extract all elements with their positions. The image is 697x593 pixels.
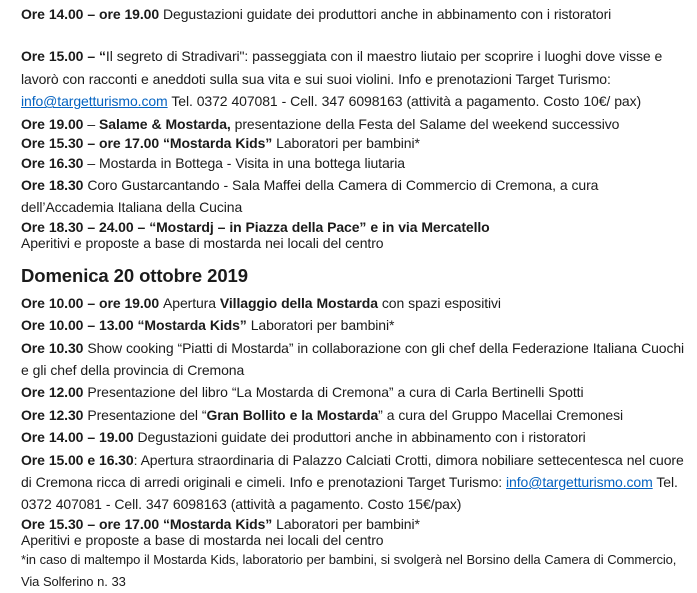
bold-text: Ore 10.00 – 13.00 “Mostarda Kids”: [21, 317, 247, 334]
text: con spazi espositivi: [377, 294, 501, 311]
event-paragraph: [21, 152, 691, 174]
text: : Apertura straordinaria di Palazzo Calciati Crotti, dimora nobiliare settecentesca nel cuore di Cremona ricca di arredi originali e cimeli. Info e prenotazioni Target Turismo:: [21, 451, 684, 490]
text: Laboratori per bambini*: [272, 515, 420, 532]
blank-line: [21, 25, 691, 45]
bold-text: Ore 15.00 – “: [21, 48, 106, 65]
event-paragraph: [21, 292, 691, 314]
text: –: [83, 115, 100, 132]
bold-text: Ore 14.00 – 19.00: [21, 429, 138, 446]
bold-text: Ore 10.30: [21, 339, 84, 356]
event-paragraph: [21, 337, 691, 382]
bold-text: Ore 18.30: [21, 176, 84, 193]
bold-text: Salame & Mostarda,: [99, 115, 231, 132]
bold-text: Ore 15.30 – ore 17.00 “Mostarda Kids”: [21, 135, 273, 152]
event-paragraph: [21, 219, 691, 236]
bold-text: Villaggio della Mostarda: [219, 294, 378, 311]
event-paragraph: [21, 135, 691, 152]
text: Laboratori per bambini*: [246, 317, 395, 334]
text: Tel. 0372 407081 - Cell. 347 6098163 (attività a pagamento. Costo 10€/ pax): [167, 93, 642, 110]
email-link[interactable]: info@targetturismo.com: [21, 93, 168, 110]
event-paragraph: [21, 45, 691, 112]
event-paragraph: [21, 426, 691, 448]
text: Aperitivi e proposte a base di mostarda nei locali del centro: [21, 235, 384, 252]
document-body: [21, 3, 691, 593]
event-paragraph: [21, 3, 691, 25]
footnote: [21, 549, 691, 593]
text: Degustazioni guidate dei produttori anche in abbinamento con i ristoratori: [137, 429, 586, 446]
text: Presentazione del “: [83, 406, 207, 423]
text: Il segreto di Stradivari": passeggiata con il maestro liutaio per scoprire i luoghi dove visse e lavorò con racconti e aneddoti sulla sua vita e sui suoi violini. Info e prenotazioni Target Turismo:: [21, 48, 663, 87]
text: *in caso di maltempo il Mostarda Kids, laboratorio per bambini, si svolgerà nel Borsino della Camera di Commercio, Via Solferino n. 33: [21, 551, 677, 590]
event-paragraph: [21, 235, 691, 252]
event-paragraph: [21, 449, 691, 516]
text: ” a cura del Gruppo Macellai Cremonesi: [378, 406, 624, 423]
bold-text: Ore 14.00 – ore 19.00: [21, 6, 164, 22]
event-paragraph: [21, 113, 691, 135]
bold-text: Ore 15.30 – ore 17.00 “Mostarda Kids”: [21, 515, 273, 532]
bold-text: Ore 18.30 – 24.00 – “Mostardj – in Piazza della Pace” e in via Mercatello: [21, 218, 490, 235]
text: – Mostarda in Bottega - Visita in una bottega liutaria: [83, 154, 405, 171]
event-paragraph: [21, 532, 691, 549]
text: Laboratori per bambini*: [272, 135, 420, 152]
bold-text: Ore 12.00: [21, 384, 84, 401]
event-paragraph: [21, 314, 691, 336]
text: Show cooking “Piatti di Mostarda” in collaborazione con gli chef della Federazione Italiana Cuochi e gli chef della provincia di Cremona: [21, 339, 685, 378]
event-paragraph: [21, 174, 691, 219]
bold-text: Ore 16.30: [21, 154, 84, 171]
text: Aperitivi e proposte a base di mostarda nei locali del centro: [21, 532, 384, 549]
event-paragraph: [21, 516, 691, 533]
text: presentazione della Festa del Salame del weekend successivo: [230, 115, 620, 132]
event-paragraph: [21, 404, 691, 426]
text: Degustazioni guidate dei produttori anche in abbinamento con i ristoratori: [163, 6, 612, 22]
section-heading: Domenica 20 ottobre 2019: [21, 264, 248, 286]
text: Coro Gustarcantando - Sala Maffei della Camera di Commercio di Cremona, a cura dell’Accademia Italiana della Cucina: [21, 176, 599, 216]
bold-text: Ore 15.00 e 16.30: [21, 451, 134, 468]
bold-text: Ore 10.00 – ore 19.00: [21, 294, 164, 311]
text: Presentazione del libro “La Mostarda di Cremona” a cura di Carla Bertinelli Spotti: [83, 384, 584, 401]
bold-text: Ore 12.30: [21, 406, 84, 423]
event-paragraph: [21, 381, 691, 403]
email-link[interactable]: info@targetturismo.com: [506, 474, 653, 490]
bold-text: Ore 19.00: [21, 115, 84, 132]
text: Tel. 0372 407081 - Cell. 347 6098163 (attività a pagamento. Costo 15€/pax): [21, 474, 678, 513]
text: Apertura: [163, 294, 220, 311]
bold-text: Gran Bollito e la Mostarda: [206, 406, 379, 423]
